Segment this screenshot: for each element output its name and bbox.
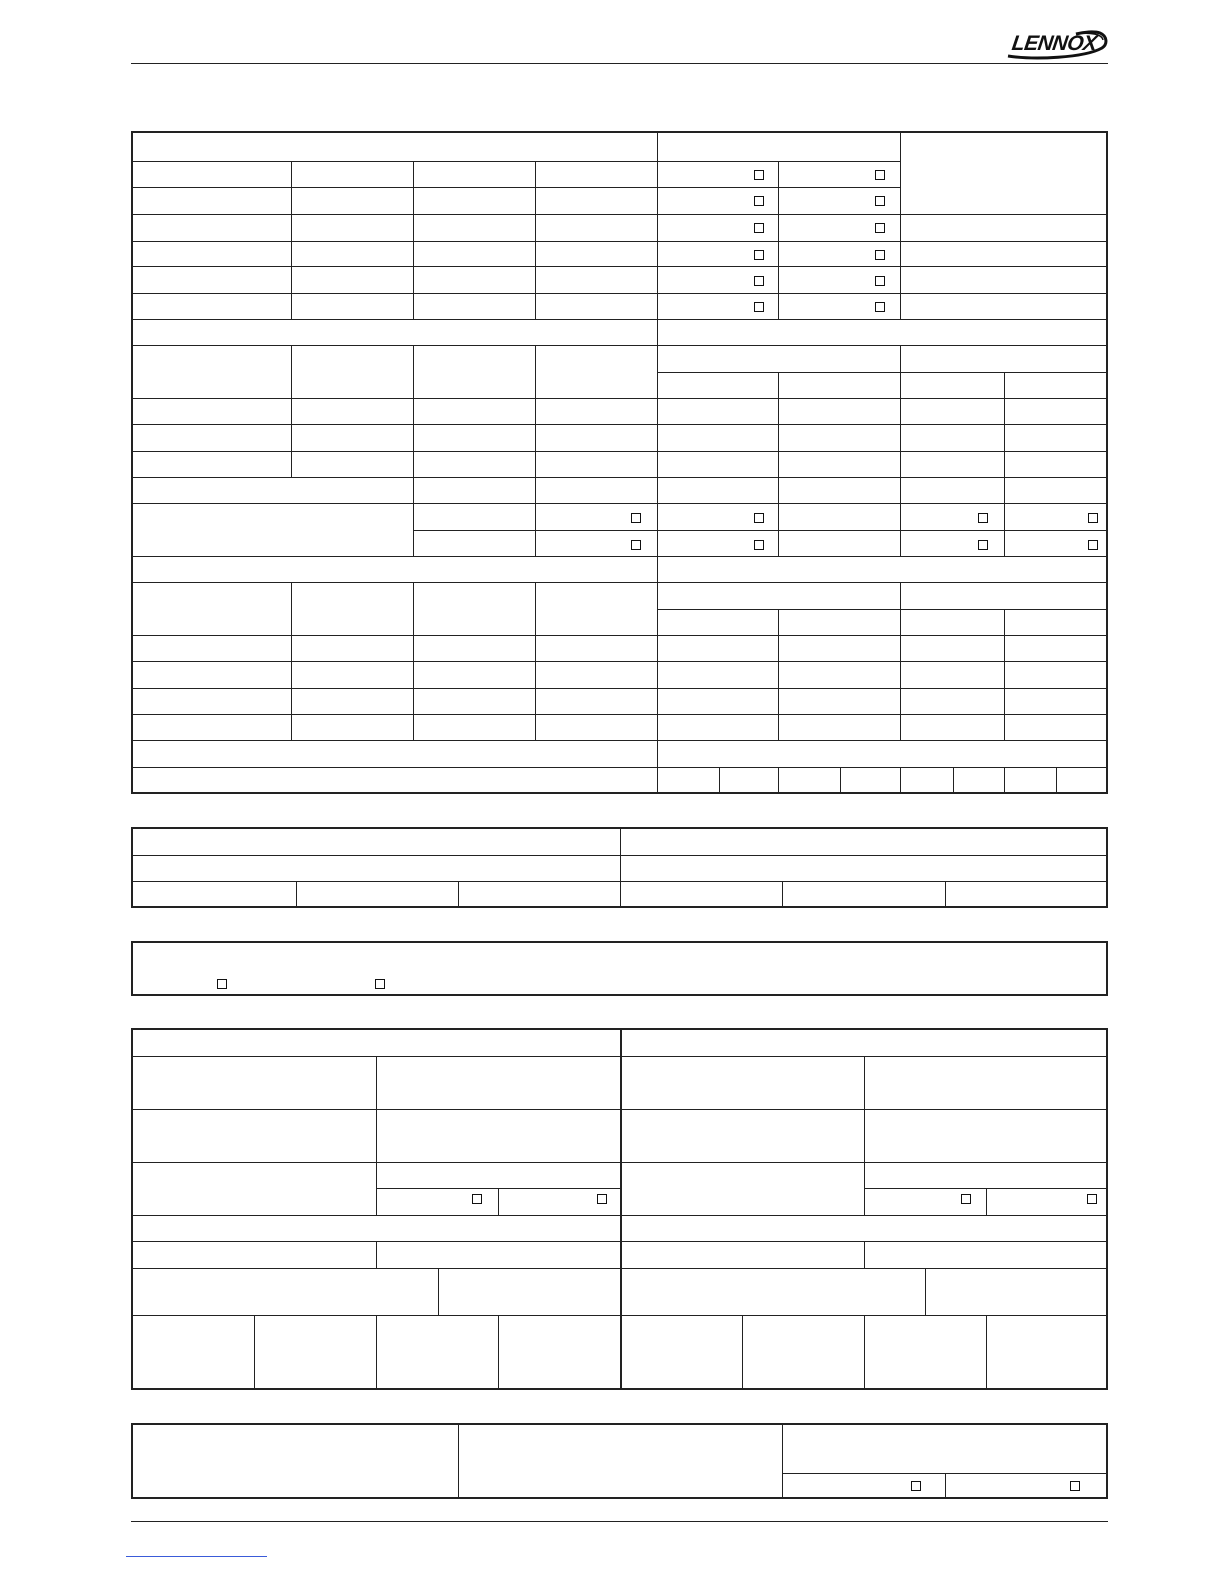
checkbox[interactable] <box>472 1194 482 1204</box>
checkbox[interactable] <box>1088 540 1098 550</box>
checkbox[interactable] <box>875 223 885 233</box>
brand-logo <box>1004 28 1110 62</box>
checkbox[interactable] <box>754 250 764 260</box>
brand-name: LENNOX <box>1010 32 1099 55</box>
header-rule <box>131 63 1108 64</box>
checkbox[interactable] <box>375 979 385 989</box>
circuit-grid <box>131 1028 1108 1390</box>
checkbox[interactable] <box>978 540 988 550</box>
footer-link-underline[interactable] <box>126 1556 267 1557</box>
checkbox[interactable] <box>875 170 885 180</box>
checkbox[interactable] <box>754 276 764 286</box>
checkbox[interactable] <box>754 513 764 523</box>
checkbox[interactable] <box>875 250 885 260</box>
checkbox[interactable] <box>978 513 988 523</box>
checkbox[interactable] <box>754 170 764 180</box>
checkbox[interactable] <box>217 979 227 989</box>
checkbox[interactable] <box>754 302 764 312</box>
footer-rule <box>131 1521 1108 1522</box>
main-grid <box>131 131 1108 794</box>
checkbox[interactable] <box>631 513 641 523</box>
checkbox[interactable] <box>597 1194 607 1204</box>
checkbox[interactable] <box>754 196 764 206</box>
checkbox[interactable] <box>1070 1481 1080 1491</box>
summary-grid <box>131 827 1108 908</box>
checkbox-strip <box>131 941 1108 996</box>
checkbox[interactable] <box>631 540 641 550</box>
checkbox[interactable] <box>1087 1194 1097 1204</box>
checkbox[interactable] <box>754 223 764 233</box>
checkbox[interactable] <box>875 276 885 286</box>
checkbox[interactable] <box>754 540 764 550</box>
checkbox[interactable] <box>875 302 885 312</box>
checkbox[interactable] <box>911 1481 921 1491</box>
signature-grid <box>131 1423 1108 1499</box>
checkbox[interactable] <box>961 1194 971 1204</box>
checkbox[interactable] <box>1088 513 1098 523</box>
checkbox[interactable] <box>875 196 885 206</box>
